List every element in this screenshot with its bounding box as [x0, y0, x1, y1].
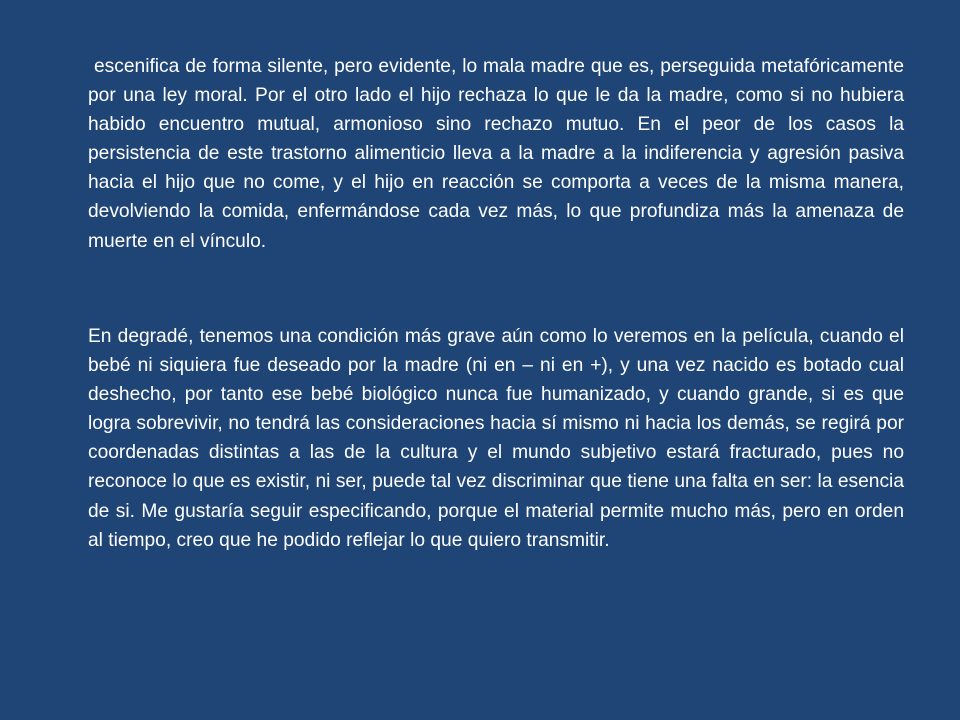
paragraph-1: escenifica de forma silente, pero evidente, lo mala madre que es, perseguida metafóricamente por una ley moral. Por el otro lado el hijo rechaza lo que le da la madre, como si no hubiera habido encuentro mutual, armonioso sino rechazo mutuo. En el peor de los casos la persistencia de este trastorno alimenticio lleva a la madre a la indiferencia y agresión pasiva hacia el hijo que no come, y el hijo en reacción se comporta a veces de la misma manera, devolviendo la comida, enfermándose cada vez más, lo que profundiza más la amenaza de muerte en el vínculo.	[88, 56, 904, 252]
paragraph-2: En degradé, tenemos una condición más grave aún como lo veremos en la película, cuando el bebé ni siquiera fue deseado por la madre (ni en – ni en +), y una vez nacido es botado cual deshecho, por tanto ese bebé biológico nunca fue humanizado, y cuando grande, si es que logra sobrevivir, no tendrá las consideraciones hacia sí mismo ni hacia los demás, se regirá por coordenadas distintas a las de la cultura y el mundo subjetivo estará fracturado, pues no reconoce lo que es existir, ni ser, puede tal vez discriminar que tiene una falta en ser: la esencia de si. Me gustaría seguir especificando, porque el material permite mucho más, pero en orden al tiempo, creo que he podido reflejar lo que quiero transmitir.	[88, 326, 904, 551]
